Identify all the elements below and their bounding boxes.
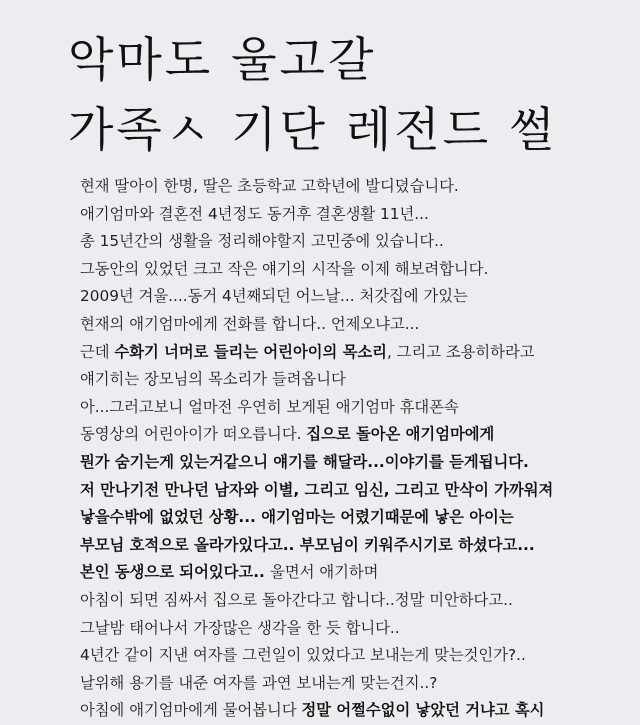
body-line [80,670,632,698]
body-line [80,504,632,532]
bold-text-segment: 부모님이 키워주시기로 하셨다고... [299,535,535,554]
body-line [80,532,632,560]
text-segment: 애기엄마와 결혼전 4년정도 동거후 결혼생활 11년... [80,204,429,223]
body-line [80,256,632,284]
body-line [80,615,632,643]
body-line [80,394,632,422]
text-segment: 그동안의 있었던 크고 작은 얘기의 시작을 이제 해보려합니다. [80,259,489,278]
body-line [80,421,632,449]
text-segment: 4년간 같이 지낸 여자를 그런일이 있었다고 보내는게 맞는것인가?.. [80,646,526,665]
title-line-2: 가족ㅅ 기단 레전드 썰 [68,103,558,158]
article-title [68,26,628,166]
text-segment: 아...그러고보니 얼마전 우연히 보게된 애기엄마 휴대폰속 [80,397,459,416]
body-line [80,366,632,394]
bold-text-segment: 애기엄마는 어렸기때문에 낳은 아이는 [261,508,514,527]
text-segment: , 그리고 조용히하라고 [386,342,535,361]
text-segment: 얘기히는 장모님의 목소리가 들려옵니다 [80,370,346,389]
body-line [80,449,632,477]
bold-text-segment: 부모님 호적으로 올라가있다고.. [80,535,300,554]
body-line [80,642,632,670]
text-segment: 현재 딸아이 한명, 딸은 초등학교 고학년에 발디뎠습니다. [80,177,459,195]
body-line [80,311,632,339]
text-segment: 현재의 애기엄마에게 전화를 합니다.. 언제오냐고... [80,314,420,333]
body-line [80,477,632,505]
body-line [80,587,632,615]
bold-text-segment: 본인 동생으로 되어있다고.. [80,563,271,582]
text-segment: 근데 [80,342,115,361]
body-line [80,283,632,311]
text-segment: 그날밤 태어나서 가장많은 생각을 한 듯 합니다.. [80,618,400,637]
body-line [80,173,632,201]
bold-text-segment: 뭔가 숨기는게 있는거같으니 얘기를 해달라... [80,452,385,471]
text-segment: 총 15년간의 생활을 정리해야할지 고민중에 있습니다.. [80,232,444,251]
bold-text-segment: 정말 어쩔수없이 낳았던 거냐고 혹시 [301,701,545,720]
body-line [80,339,632,367]
text-segment: 아침에 애기엄마에게 물어봅니다 [80,701,302,720]
text-segment: 울면서 애기하며 [270,563,379,582]
bold-text-segment: 낳을수밖에 없었던 상황... [80,508,262,527]
text-segment: 날위해 용기를 내준 여자를 과연 보내는게 맞는건지..? [80,673,438,692]
title-line-1: 악마도 울고갈 [68,33,377,88]
bold-text-segment: 수화기 너머로 들리는 어린아이의 목소리 [114,342,387,361]
body-line [80,201,632,229]
bold-text-segment: 이야기를 듣게됩니다. [384,452,529,471]
body-line [80,697,632,725]
article-body [80,173,632,725]
text-segment: 동영상의 어린아이가 떠오릅니다. [80,425,307,444]
bold-text-segment: 집으로 돌아온 애기엄마에게 [306,425,495,444]
text-segment: 아침이 되면 짐싸서 집으로 돌아간다고 합니다..정말 미안하다고.. [80,590,513,609]
body-line [80,559,632,587]
text-segment: 2009년 겨울....동거 4년째되던 어느날... 처갓집에 가있는 [80,287,468,306]
bold-text-segment: 저 만나기전 만나던 남자와 이별, 그리고 임신, 그리고 만삭이 가까워져 [80,480,554,499]
body-line [80,228,632,256]
